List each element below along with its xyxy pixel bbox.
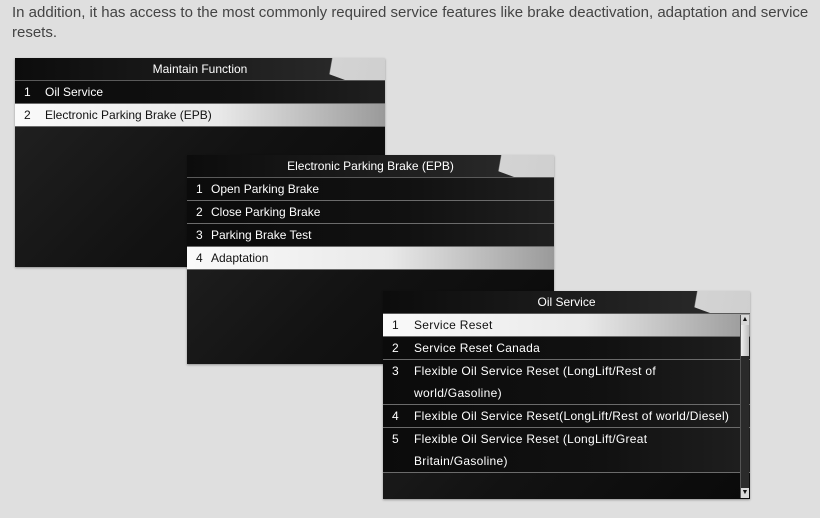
menu-item-flexible-oil-reset-gasoline-row[interactable] xyxy=(383,360,750,405)
item-label: Flexible Oil Service Reset(LongLift/Rest of world/Diesel) xyxy=(414,409,730,423)
maintain-function-menu xyxy=(15,81,385,127)
item-label: Close Parking Brake xyxy=(211,205,321,219)
item-label: Adaptation xyxy=(211,251,269,265)
item-label: Parking Brake Test xyxy=(211,228,312,242)
item-number: 1 xyxy=(392,318,399,332)
item-number: 1 xyxy=(196,182,203,196)
menu-item-service-reset[interactable] xyxy=(383,314,750,337)
item-label: Electronic Parking Brake (EPB) xyxy=(45,108,212,122)
epb-menu xyxy=(187,178,554,270)
menu-item-parking-brake-test[interactable] xyxy=(187,224,554,247)
menu-item-open-parking-brake[interactable] xyxy=(187,178,554,201)
oil-service-title-bar xyxy=(383,291,750,314)
scrollbar-thumb[interactable] xyxy=(741,325,749,356)
intro-paragraph: In addition, it has access to the most commonly required service features like brake deactivation, adaptation and service resets. xyxy=(12,4,809,41)
item-number: 4 xyxy=(392,409,399,423)
oil-service-title: Oil Service xyxy=(537,295,596,309)
item-number: 2 xyxy=(196,205,203,219)
item-label: Open Parking Brake xyxy=(211,182,320,196)
item-label: Flexible Oil Service Reset (LongLift/Rest of world/Gasoline) xyxy=(414,364,656,400)
epb-title-bar xyxy=(187,155,554,178)
oil-service-scrollbar[interactable] xyxy=(740,315,749,498)
item-number: 5 xyxy=(392,432,399,446)
item-number: 2 xyxy=(392,341,399,355)
oil-service-panel xyxy=(383,291,750,499)
item-label: Service Reset Canada xyxy=(414,341,541,355)
menu-item-service-reset-canada[interactable] xyxy=(383,337,750,360)
menu-item-flexible-oil-reset-great-britain[interactable] xyxy=(383,428,750,473)
maintain-function-title-bar xyxy=(15,58,385,81)
item-label: Oil Service xyxy=(45,85,104,99)
item-number: 2 xyxy=(24,108,31,122)
menu-item-flexible-oil-reset-diesel[interactable] xyxy=(383,405,750,428)
item-number: 3 xyxy=(196,228,203,242)
scroll-down-arrow-icon[interactable]: ▼ xyxy=(741,489,749,496)
item-number: 1 xyxy=(24,85,31,99)
oil-service-menu xyxy=(383,314,750,473)
menu-item-oil-service[interactable] xyxy=(15,81,385,104)
menu-item-close-parking-brake[interactable] xyxy=(187,201,554,224)
menu-item-electronic-parking-brake[interactable] xyxy=(15,104,385,127)
scroll-up-arrow-icon[interactable]: ▲ xyxy=(741,316,749,323)
item-label: Flexible Oil Service Reset (LongLift/Great Britain/Gasoline) xyxy=(414,432,648,468)
item-number: 4 xyxy=(196,251,203,265)
maintain-function-title: Maintain Function xyxy=(152,62,248,76)
epb-title: Electronic Parking Brake (EPB) xyxy=(287,159,454,173)
menu-item-adaptation[interactable] xyxy=(187,247,554,270)
item-label: Service Reset xyxy=(414,318,493,332)
item-number: 3 xyxy=(392,364,399,378)
